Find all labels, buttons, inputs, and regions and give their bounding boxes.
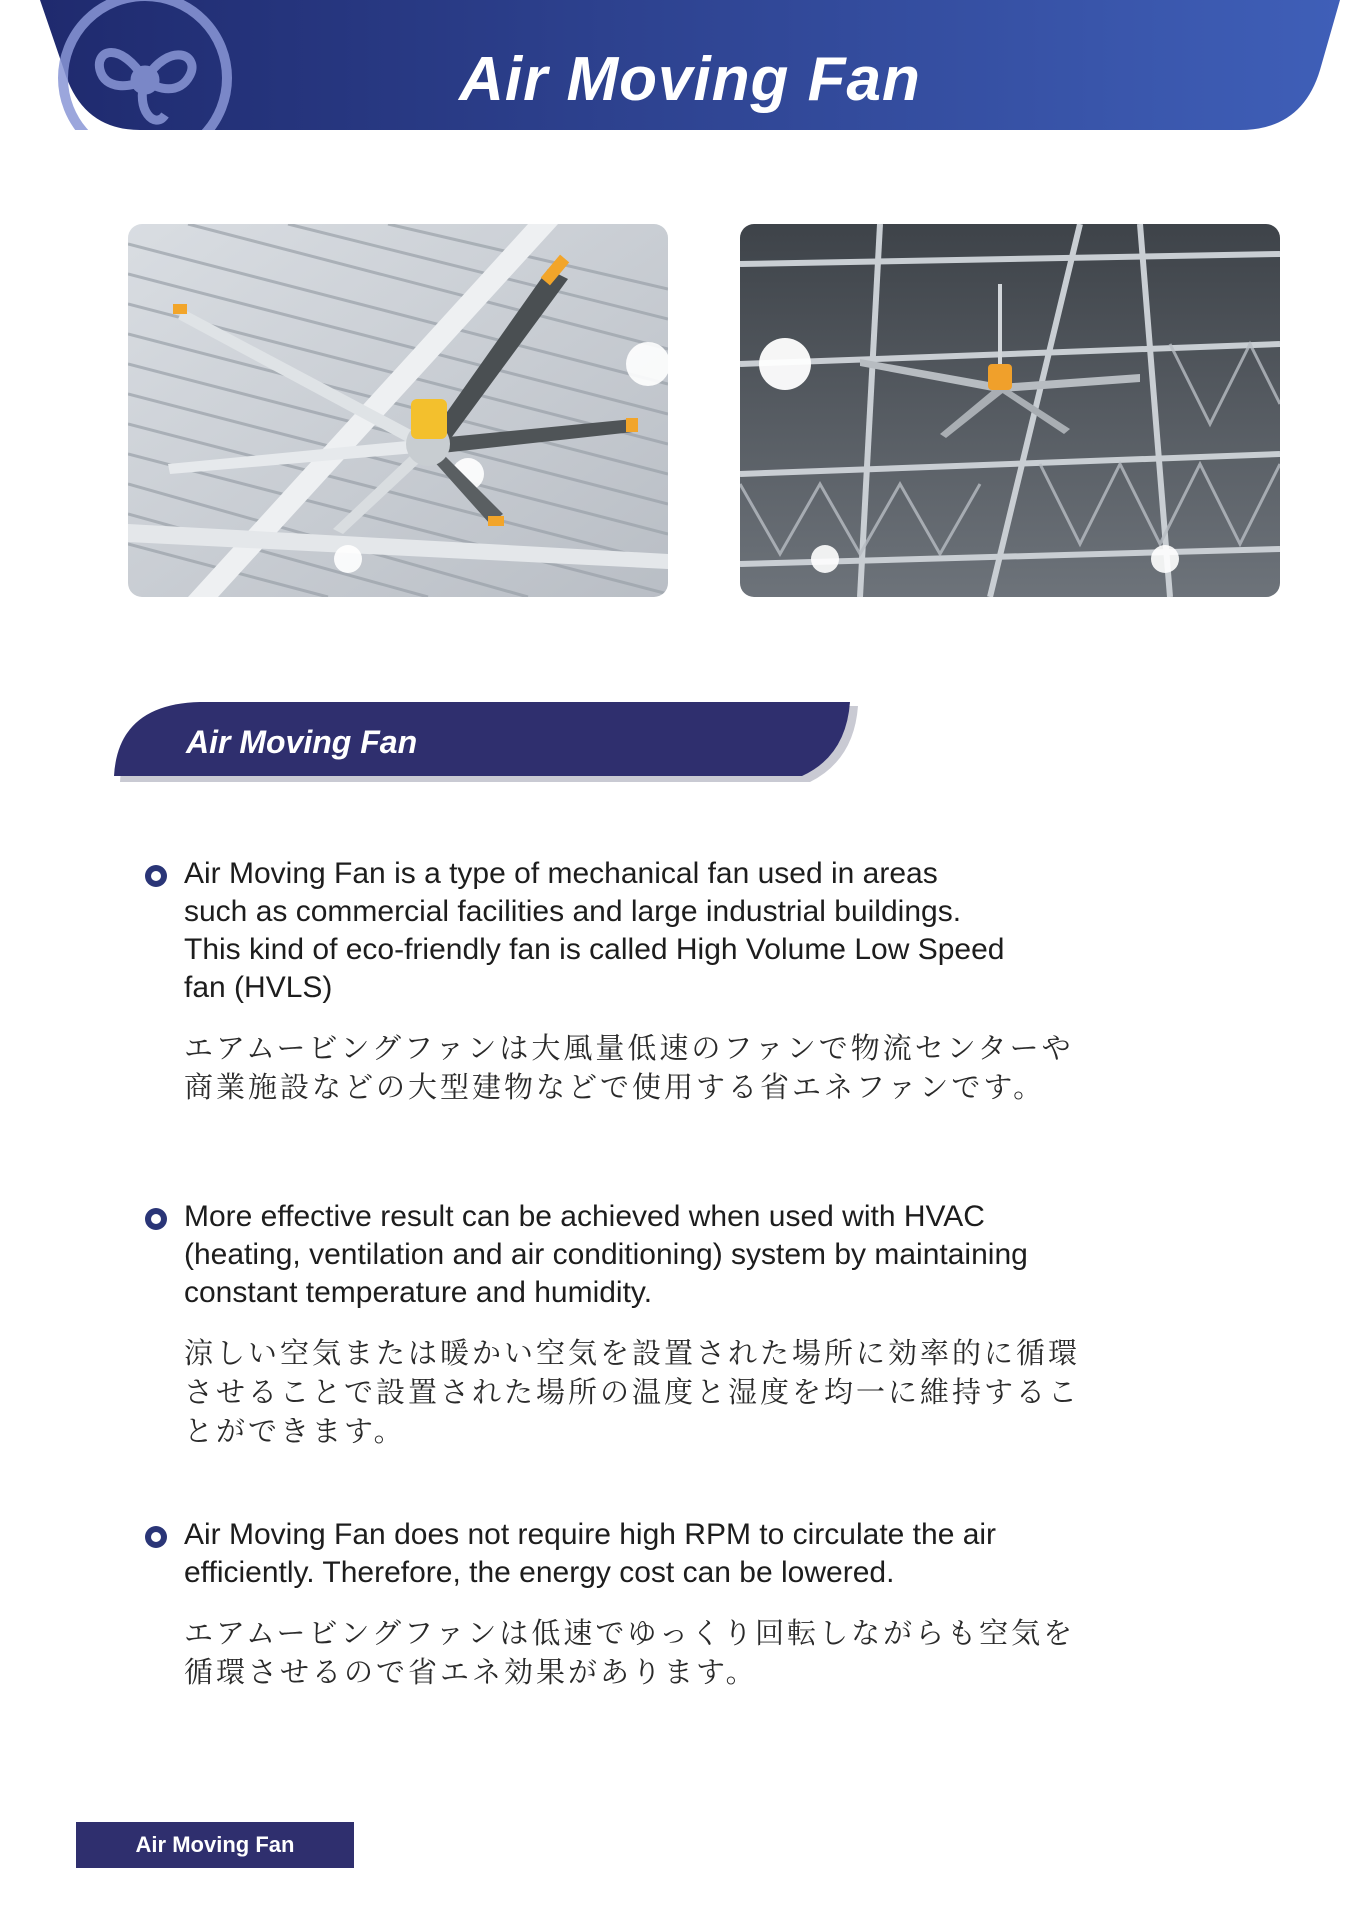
section-heading-bar xyxy=(110,700,860,782)
bullet-text-en: Air Moving Fan is a type of mechanical fan used in areas such as commercial facilities and large industrial buildings. This kind of eco-friendly fan is called High Volume Low Speed fan (HVLS) xyxy=(184,857,1005,1004)
bullet-text-jp: エアムービングファンは低速でゆっくり回転しながらも空気を 循環させるので省エネ効果があります。 xyxy=(184,1616,1076,1689)
section-title: Air Moving Fan xyxy=(186,724,418,760)
bullet-ring-icon xyxy=(145,865,167,887)
bullet-ring-icon xyxy=(145,1526,167,1548)
header-banner xyxy=(40,0,1340,130)
fan-installed-ceiling-photo xyxy=(128,224,668,597)
fan-in-warehouse-photo xyxy=(740,224,1280,597)
bullet-text-jp: エアムービングファンは大風量低速のファンで物流センターや 商業施設などの大型建物などで使用する省エネファンです。 xyxy=(184,1031,1074,1104)
bullet-ring-icon xyxy=(145,1208,167,1230)
footer-tag: Air Moving Fan xyxy=(76,1822,354,1868)
list-item xyxy=(145,855,1135,1107)
list-item xyxy=(145,1516,1135,1692)
bullet-text-en: Air Moving Fan does not require high RPM to circulate the air efficiently. Therefore, the energy cost can be lowered. xyxy=(184,1518,997,1589)
list-item xyxy=(145,1198,1135,1451)
bullet-text-jp: 涼しい空気または暖かい空気を設置された場所に効率的に循環 させることで設置された場所の温度と湿度を均一に維持するこ とができます。 xyxy=(184,1336,1081,1448)
page-title: Air Moving Fan xyxy=(459,45,921,114)
bullet-text-en: More effective result can be achieved when used with HVAC (heating, ventilation and air conditioning) system by maintaining constant temperature and humidity. xyxy=(184,1200,1028,1309)
